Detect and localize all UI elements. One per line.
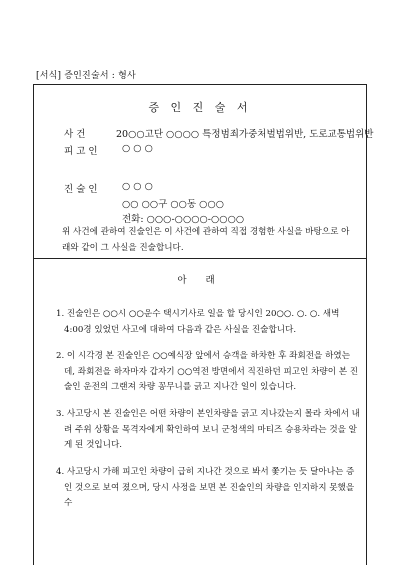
statement-item-2: 2. 이 시각경 본 진술인은 ○○예식장 앞에서 승객을 하차한 후 좌회전을 하였는데, 좌회전을 하자마자 갑자기 ○○역전 방면에서 직진하던 피고인 차량이 본 진술인 운전의 그랜져 차량 꽁무니를 긁고 지나간 일이 있습니다. [56,351,359,392]
case-label: 사 건 [64,129,86,140]
defendant-value: ○ ○ ○ [122,143,153,154]
defendant-label: 피 고 인 [64,146,98,157]
intro-paragraph: 위 사건에 관하여 진술인은 이 사건에 관하여 직접 경험한 사실을 바탕으로 아래와 같이 그 사실을 진술합니다. [62,227,350,253]
document-frame [33,84,374,565]
witness-address: ○○ ○○구 ○○동 ○○○ [122,199,225,210]
case-value: 20○○고단 ○○○○ 특정범죄가중처벌법위반, 도로교통법위반 [116,129,374,140]
statement-item-4: 4. 사고당시 가해 피고인 차량이 급히 지나간 것으로 봐서 쫓기는 듯 달아나는 증인 것으로 보여 졌으며, 당시 사정을 보면 본 진술인의 차량을 인지하지 못했을 수 [56,467,355,508]
statement-item-3: 3. 사고당시 본 진술인은 어떤 차량이 본인차량을 긁고 지나갔는지 몰라 차에서 내려 주위 상황을 목격자에게 확인하여 보니 군청색의 마티즈 승용차라는 것을 알게 된 것입니다. [56,409,360,450]
below-heading: 아 래 [177,275,223,286]
witness-name: ○ ○ ○ [122,181,153,192]
form-label: [서식] 증인진술서 : 형사 [36,71,136,81]
witness-label: 진 술 인 [64,184,98,195]
document-title: 증 인 진 술 서 [148,101,252,114]
statement-item-1: 1. 진술인은 ○○시 ○○운수 택시기사로 일을 할 당시인 20○○. ○. ○. 새벽 4:00경 있었던 사고에 대하여 다음과 같은 사실을 진술합니다. [56,309,340,335]
witness-phone: 전화: ○○○-○○○○-○○○○ [122,214,245,225]
section-divider [34,258,366,259]
